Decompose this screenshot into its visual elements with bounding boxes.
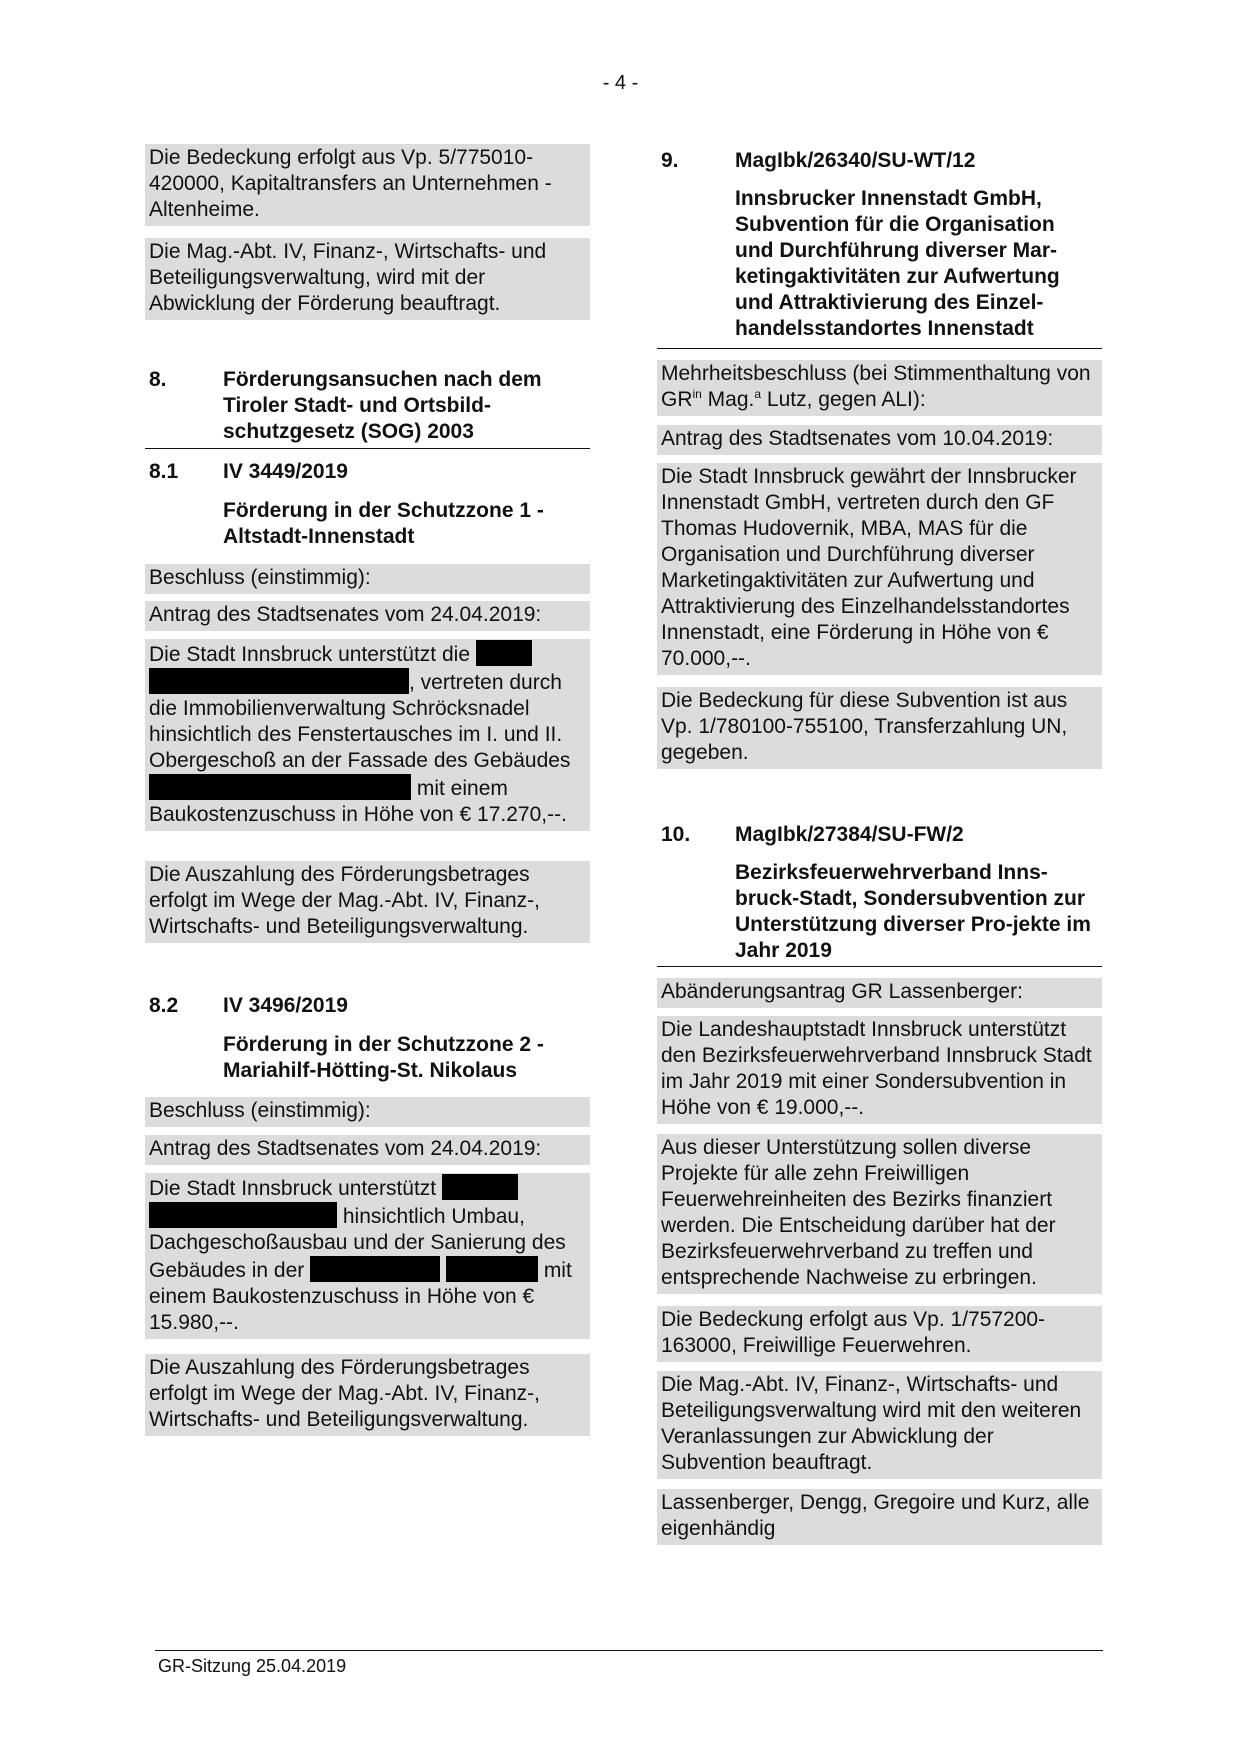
- redaction-bar: [442, 1174, 518, 1200]
- grant-text-b: hinsichtlich Umbau, Dachgeschoßausbau und der Sanierung des Gebäudes in der: [149, 1205, 566, 1282]
- page-number: - 4 -: [602, 72, 639, 94]
- grant-text-c: mit einem Baukostenzuschuss in Höhe von € 15.980,--.: [149, 1259, 572, 1334]
- section-title: Innsbrucker Innenstadt GmbH, Subvention für die Organisation und Durchführung diverser Mar-ketingaktivitäten zur Aufwertung und Attraktivierung des Einzel-handelsstandortes Innenstadt: [735, 187, 1060, 340]
- motion-label: Antrag des Stadtsenates vom 24.04.2019:: [145, 1135, 590, 1165]
- section-number: 10.: [661, 823, 691, 846]
- redaction-bar: [149, 668, 409, 694]
- section-ref: IV 3449/2019: [223, 460, 348, 483]
- grant-text-c: mit einem Baukostenzuschuss in Höhe von € 17.270,--.: [149, 777, 567, 826]
- paragraph-payment: Die Auszahlung des Förderungsbetrages erfolgt im Wege der Mag.-Abt. IV, Finanz-, Wirtschafts- und Beteiligungsverwaltung.: [145, 1354, 590, 1436]
- paragraph-coverage: Die Bedeckung erfolgt aus Vp. 1/757200-163000, Freiwillige Feuerwehren.: [657, 1306, 1102, 1362]
- paragraph-signatories: Lassenberger, Dengg, Gregoire und Kurz, alle eigenhändig: [657, 1489, 1102, 1545]
- section-title: Bezirksfeuerwehrverband Inns-bruck-Stadt, Sondersubvention zur Unterstützung diverser Pro-jekte im Jahr 2019: [735, 861, 1091, 962]
- section-number: 9.: [661, 149, 679, 172]
- paragraph-payment: Die Auszahlung des Förderungsbetrages erfolgt im Wege der Mag.-Abt. IV, Finanz-, Wirtschafts- und Beteiligungsverwaltung.: [145, 861, 590, 943]
- paragraph-projects: Aus dieser Unterstützung sollen diverse Projekte für alle zehn Freiwilligen Feuerwehreinheiten des Bezirks finanziert werden. Die Entscheidung darüber hat der Bezirksfeuerwehrverband zu treffen und entsprechende Nachweise zu erbringen.: [657, 1134, 1102, 1294]
- paragraph-commission: Die Mag.-Abt. IV, Finanz-, Wirtschafts- und Beteiligungsverwaltung, wird mit der Abwicklung der Förderung beauftragt.: [145, 238, 590, 320]
- grant-text-b: , vertreten durch die Immobilienverwaltung Schröcksnadel hinsichtlich des Fenstertausches im I. und II. Obergeschoß an der Fassade des Gebäudes: [149, 671, 571, 772]
- motion-label: Antrag des Stadtsenates vom 24.04.2019:: [145, 601, 590, 631]
- resolution-label: [657, 360, 1102, 416]
- superscript: a: [754, 387, 762, 401]
- divider: [657, 966, 1102, 967]
- superscript: in: [692, 387, 702, 401]
- resolution-label: Beschluss (einstimmig):: [145, 564, 590, 594]
- redaction-bar: [310, 1256, 440, 1282]
- grant-text-a: Die Stadt Innsbruck unterstützt: [149, 1177, 437, 1200]
- divider: [657, 348, 1102, 349]
- footer-divider: [155, 1650, 1103, 1651]
- section-title: Förderung in der Schutzzone 1 - Altstadt-Innenstadt: [223, 499, 544, 548]
- section-ref: MagIbk/27384/SU-FW/2: [735, 823, 964, 846]
- section-title: Förderung in der Schutzzone 2 - Mariahilf-Hötting-St. Nikolaus: [223, 1033, 544, 1082]
- paragraph-grant: [145, 639, 590, 831]
- grant-text-a: Die Stadt Innsbruck unterstützt die: [149, 643, 470, 666]
- redaction-bar: [446, 1256, 538, 1282]
- section-number: 8.: [149, 368, 167, 391]
- paragraph-commission: Die Mag.-Abt. IV, Finanz-, Wirtschafts- und Beteiligungsverwaltung wird mit den weiteren Veranlassungen zur Abwicklung der Subvention beauftragt.: [657, 1371, 1102, 1479]
- resolution-text: Mag.: [701, 388, 755, 411]
- paragraph-grant: [145, 1173, 590, 1339]
- redaction-bar: [476, 640, 532, 666]
- footer-text: GR-Sitzung 25.04.2019: [158, 1656, 347, 1676]
- resolution-text: Mehrheitsbeschluss (bei Stimmenthaltung von GR: [661, 362, 1091, 411]
- divider: [145, 448, 590, 449]
- paragraph-coverage: Die Bedeckung für diese Subvention ist aus Vp. 1/780100-755100, Transferzahlung UN, gegeben.: [657, 687, 1102, 769]
- section-number: 8.2: [149, 994, 179, 1017]
- redaction-bar: [149, 1202, 337, 1228]
- section-ref: MagIbk/26340/SU-WT/12: [735, 149, 976, 172]
- resolution-label: Beschluss (einstimmig):: [145, 1097, 590, 1127]
- motion-label: Antrag des Stadtsenates vom 10.04.2019:: [657, 425, 1102, 455]
- section-title: Förderungsansuchen nach dem Tiroler Stadt- und Ortsbild-schutzgesetz (SOG) 2003: [223, 368, 542, 443]
- paragraph-grant: Die Landeshauptstadt Innsbruck unterstützt den Bezirksfeuerwehrverband Innsbruck Stadt im Jahr 2019 mit einer Sondersubvention in Höhe von € 19.000,--.: [657, 1016, 1102, 1124]
- section-ref: IV 3496/2019: [223, 994, 348, 1017]
- resolution-text: Lutz, gegen ALI):: [761, 388, 926, 411]
- redaction-bar: [149, 774, 411, 800]
- paragraph-coverage: Die Bedeckung erfolgt aus Vp. 5/775010-420000, Kapitaltransfers an Unternehmen - Altenheime.: [145, 144, 590, 226]
- amendment-label: Abänderungsantrag GR Lassenberger:: [657, 978, 1102, 1008]
- section-number: 8.1: [149, 460, 179, 483]
- paragraph-grant: Die Stadt Innsbruck gewährt der Innsbrucker Innenstadt GmbH, vertreten durch den GF Thomas Hudovernik, MBA, MAS für die Organisation und Durchführung diverser Marketingaktivitäten zur Aufwertung und Attraktivierung des Einzelhandelsstandortes Innenstadt, eine Förderung in Höhe von € 70.000,--.: [657, 463, 1102, 675]
